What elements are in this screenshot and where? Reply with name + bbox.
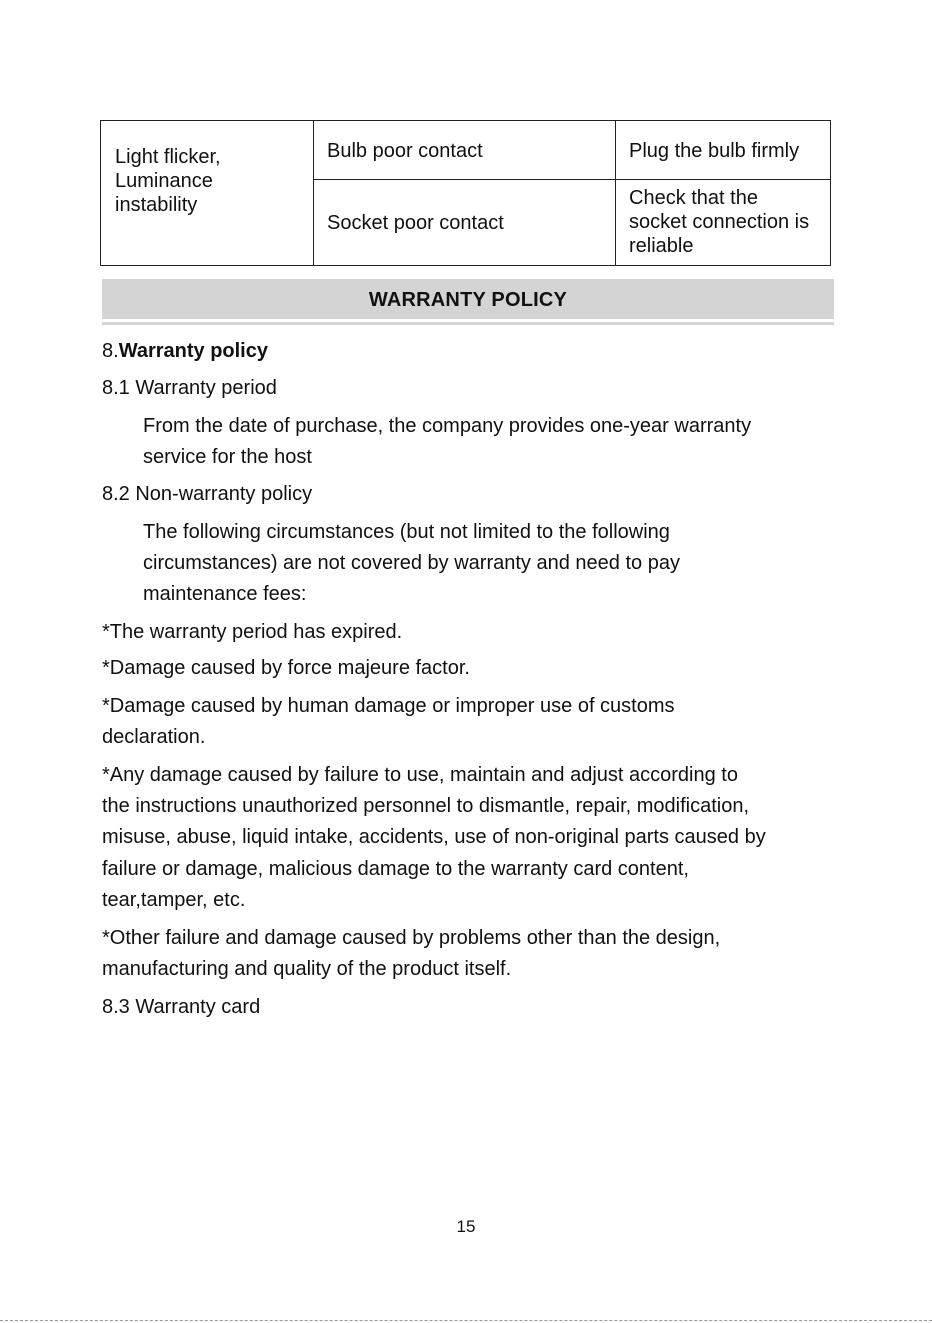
- bullet-item: *Damage caused by force majeure factor.: [102, 657, 470, 679]
- bullet-item-cont: manufacturing and quality of the product itself.: [102, 958, 512, 980]
- subsection-title-8-1: 8.1 Warranty period: [102, 377, 277, 399]
- section-banner: WARRANTY POLICY: [102, 279, 834, 319]
- heading-title: Warranty policy: [118, 340, 268, 362]
- body-line: circumstances) are not covered by warranty and need to pay: [143, 552, 680, 574]
- solution-line: socket connection is: [629, 211, 810, 233]
- bullet-item-cont: tear,tamper, etc.: [102, 889, 246, 911]
- subsection-title-8-2: 8.2 Non-warranty policy: [102, 483, 313, 505]
- section-heading: [102, 336, 842, 367]
- bullet-item-cont: declaration.: [102, 726, 206, 748]
- symptom-line: Luminance: [115, 170, 213, 192]
- table-row: [101, 121, 831, 180]
- symptom-cell: [101, 121, 314, 266]
- body-line: service for the host: [143, 446, 312, 468]
- solution-cell: [616, 180, 831, 266]
- solution-line: reliable: [629, 235, 694, 257]
- bullet-item: *The warranty period has expired.: [102, 621, 403, 643]
- cause-text: Bulb poor contact: [327, 140, 483, 162]
- bullet-item: *Any damage caused by failure to use, maintain and adjust according to: [102, 764, 738, 786]
- cause-cell: [314, 121, 616, 180]
- troubleshooting-table: [100, 120, 831, 266]
- bullet-item: *Damage caused by human damage or improper use of customs: [102, 695, 675, 717]
- body-line: The following circumstances (but not limited to the following: [143, 521, 670, 543]
- heading-number: 8.: [102, 340, 119, 362]
- body-line: From the date of purchase, the company provides one-year warranty: [143, 415, 752, 437]
- bottom-divider: [0, 1320, 932, 1321]
- body-line: maintenance fees:: [143, 583, 307, 605]
- bullet-item: *Other failure and damage caused by problems other than the design,: [102, 927, 721, 949]
- bullet-item-cont: the instructions unauthorized personnel to dismantle, repair, modification,: [102, 795, 750, 817]
- solution-line: Check that the: [629, 187, 758, 209]
- cause-text: Socket poor contact: [327, 211, 504, 234]
- solution-cell: [616, 121, 831, 180]
- symptom-line: Light flicker,: [115, 146, 221, 168]
- bullet-item-cont: misuse, abuse, liquid intake, accidents, use of non-original parts caused by: [102, 826, 766, 848]
- subsection-title-8-3: 8.3 Warranty card: [102, 996, 261, 1018]
- symptom-line: instability: [115, 194, 198, 216]
- page-number: 15: [456, 1217, 476, 1236]
- bullet-item-cont: failure or damage, malicious damage to the warranty card content,: [102, 858, 689, 880]
- cause-cell: [314, 180, 616, 266]
- banner-divider: [102, 322, 834, 325]
- solution-line: Plug the bulb firmly: [629, 140, 800, 162]
